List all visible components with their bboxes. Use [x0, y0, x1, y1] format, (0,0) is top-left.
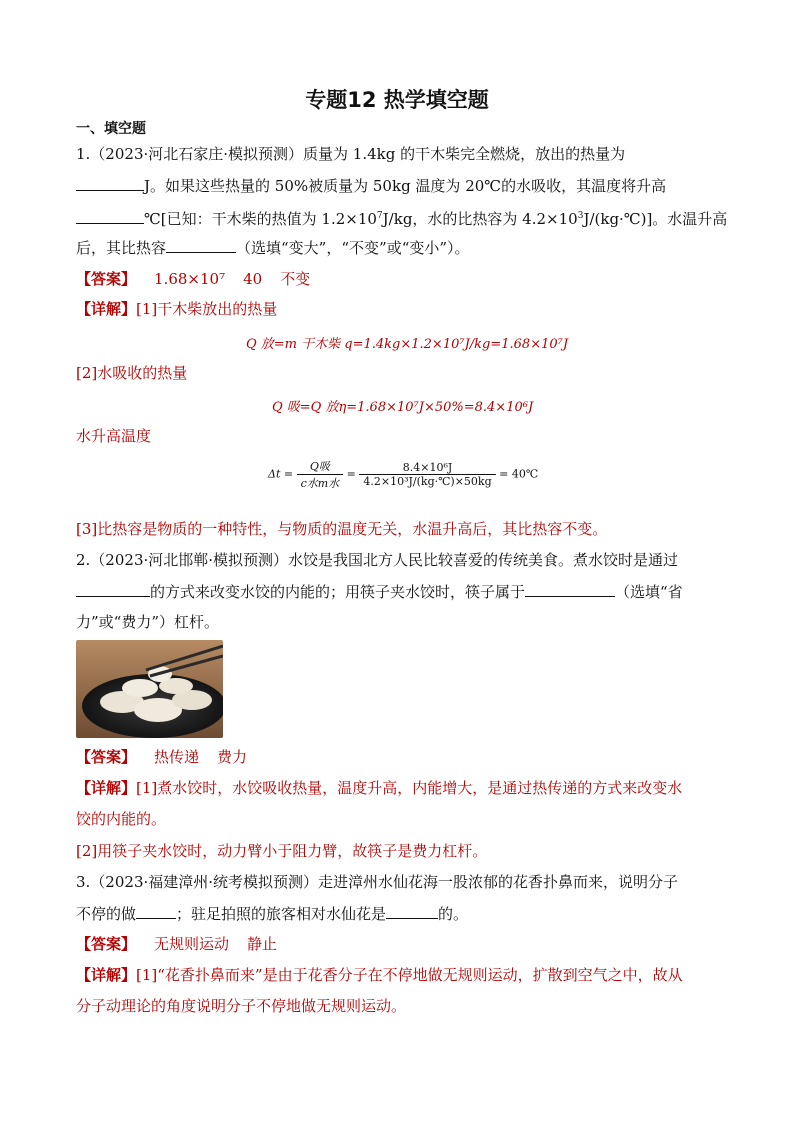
q3-line2: 不停的做 ；驻足拍照的旅客相对水仙花是 的。 — [76, 902, 468, 925]
q3-line1: 3.（2023·福建漳州·统考模拟预测）走进漳州水仙花海一股浓郁的花香扑鼻而来，说明分子 — [76, 873, 679, 891]
q1-formula-1: Q 放=m 干木柴 q=1.4kg×1.2×10⁷J/kg=1.68×10⁷J — [246, 337, 569, 352]
q2-detail-2: [2]用筷子夹水饺时，动力臂小于阻力臂，故筷子是费力杠杆。 — [76, 842, 488, 860]
q3-blank-2[interactable] — [386, 902, 438, 919]
q1-line4: 后，其比热容 （选填“变大”，“不变”或“变小”）。 — [76, 236, 470, 259]
q2-answer: 【答案】 热传递 费力 — [76, 748, 248, 766]
q1-detail-1: 【详解】[1]干木柴放出的热量 — [76, 300, 278, 318]
q3-detail-1: 【详解】[1]“花香扑鼻而来”是由于花香分子在不停地做无规则运动，扩散到空气之中，故从 — [76, 966, 683, 984]
q1-blank-1[interactable] — [76, 174, 144, 191]
q3-blank-1[interactable] — [136, 902, 176, 919]
q2-line1: 2.（2023·河北邯郸·模拟预测）水饺是我国北方人民比较喜爱的传统美食。煮水饺时是通过 — [76, 551, 679, 569]
page-title: 专题12 热学填空题 — [305, 88, 489, 112]
dumpling-illustration — [76, 640, 223, 738]
q1-line1: 1.（2023·河北石家庄·模拟预测）质量为 1.4kg 的干木柴完全燃烧，放出的热量为 — [76, 145, 626, 163]
q1-formula-2: Q 吸=Q 放η=1.68×10⁷J×50%=8.4×10⁶J — [272, 400, 534, 415]
q1-line3: ℃[已知：干木柴的热值为 $1.2\times 10^7J/kg$，水的比热容为 $4.2\times 10^3J/(kg\cdot℃)$]。水温升高 — [76, 205, 727, 230]
q2-blank-1[interactable] — [76, 580, 150, 597]
q2-detail-1: 【详解】[1]煮水饺时，水饺吸收热量，温度升高，内能增大，是通过热传递的方式来改变水 — [76, 779, 683, 797]
q1-detail-3: 水升高温度 — [76, 427, 152, 445]
q1-answer: 【答案】 1.68×10⁷ 40 不变 — [76, 270, 311, 288]
q1-detail-2: [2]水吸收的热量 — [76, 364, 188, 382]
section-heading: 一、填空题 — [76, 121, 146, 137]
q2-detail-1b: 饺的内能的。 — [76, 810, 167, 828]
q3-detail-1b: 分子动理论的角度说明分子不停地做无规则运动。 — [76, 997, 407, 1015]
q2-line3: 力”或“费力”）杠杆。 — [76, 613, 220, 631]
q1-blank-2[interactable] — [76, 207, 144, 224]
q1-line2: J。如果这些热量的 50%被质量为 50kg 温度为 20℃的水吸收，其温度将升高 — [76, 174, 666, 197]
q1-formula-3: Δt = $\frac{\text{Q吸}}{\text{c水m水}}$ = $\frac{\text{8.4×10⁶J}}{\text{4.2×10³J/(kg·℃)×50kg}}$ = 40℃ — [268, 460, 539, 490]
q3-answer: 【答案】 无规则运动 静止 — [76, 935, 278, 953]
q2-line2: 的方式来改变水饺的内能的；用筷子夹水饺时，筷子属于 （选填“省 — [76, 580, 683, 603]
dumpling-photo — [76, 640, 223, 738]
q2-blank-2[interactable] — [525, 580, 615, 597]
q1-detail-4: [3]比热容是物质的一种特性，与物质的温度无关，水温升高后，其比热容不变。 — [76, 520, 608, 538]
q1-blank-3[interactable] — [166, 236, 236, 253]
